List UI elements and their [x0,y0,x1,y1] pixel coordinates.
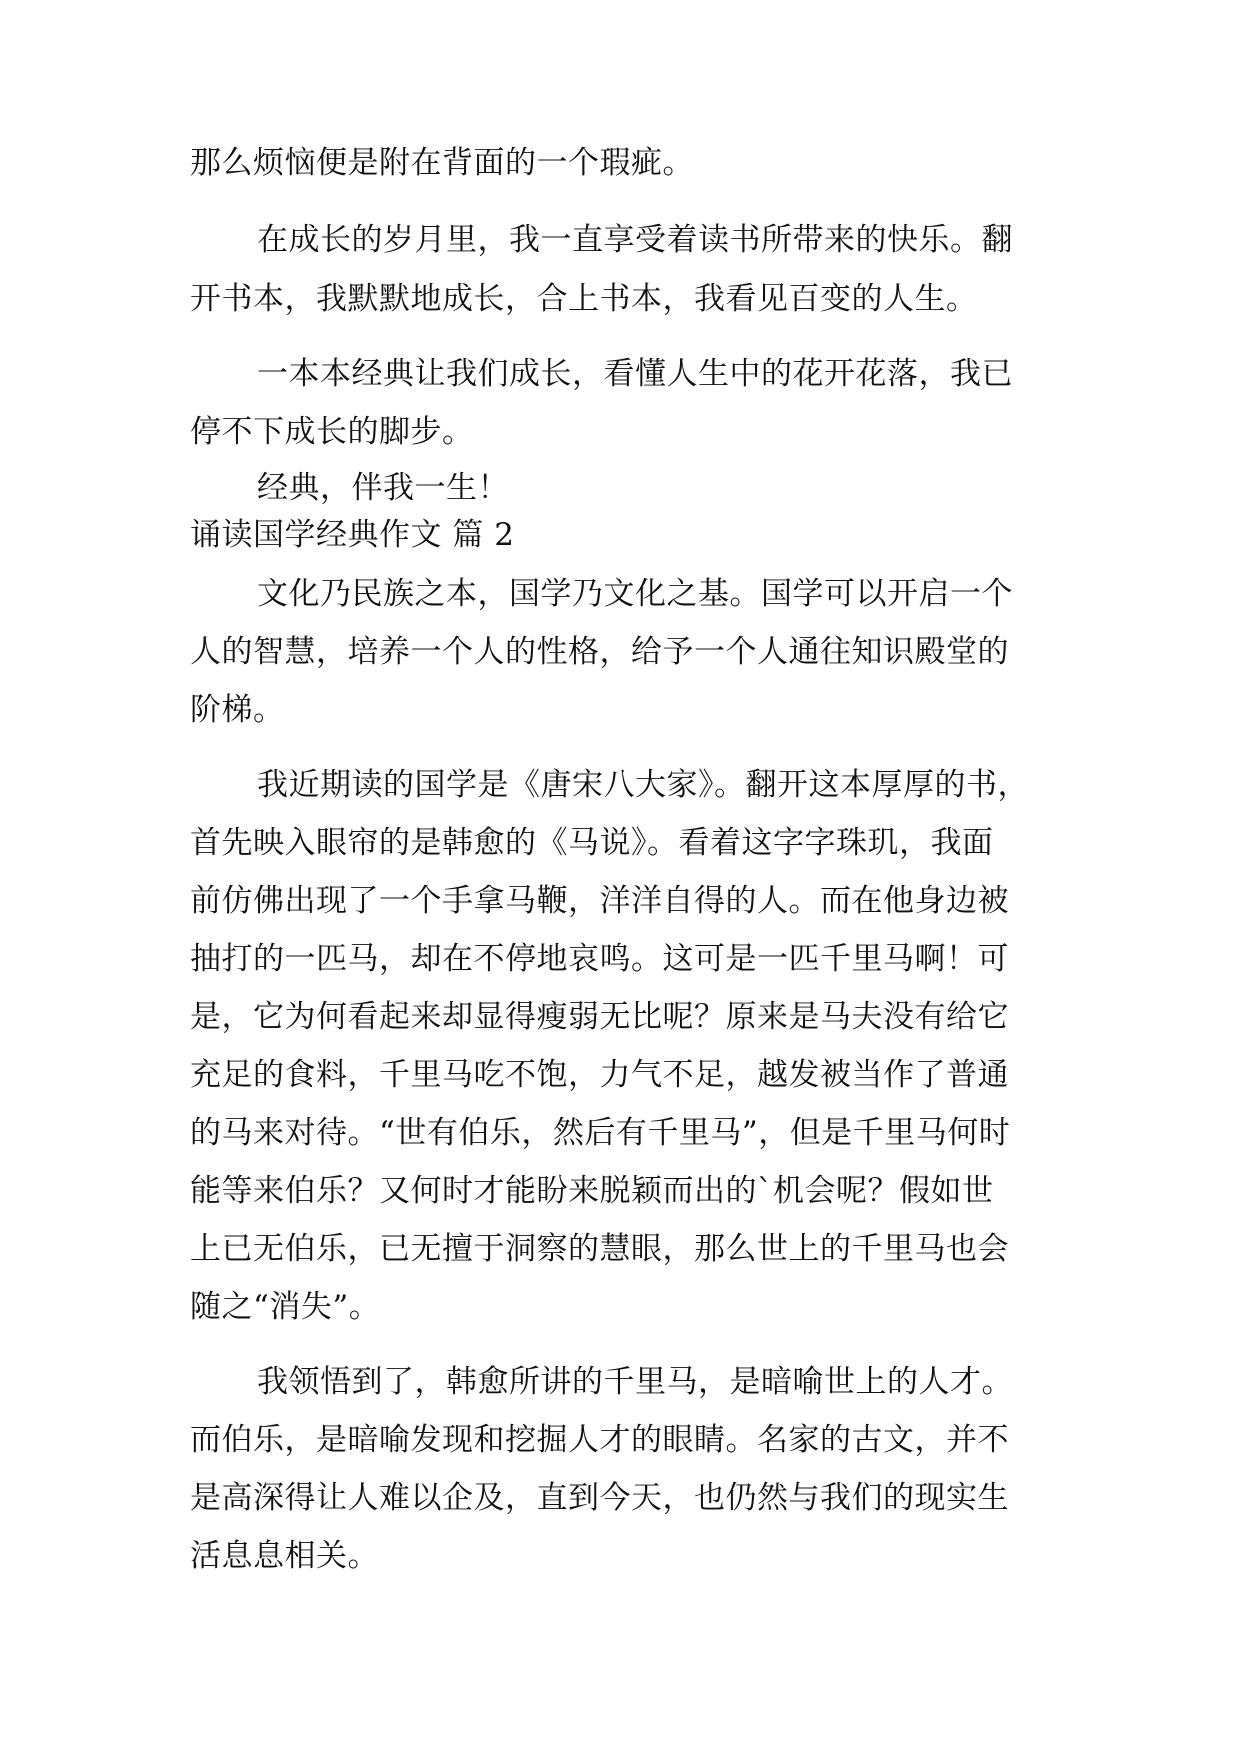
text-line [0,690,1241,750]
text-line [0,632,1241,692]
text-content: 在成长的岁月里，我一直享受着读书所带来的快乐。翻 [257,222,1013,258]
text-line [0,1536,1241,1596]
section-heading-text: 诵读国学经典作文 篇 2 [190,517,515,553]
text-line [0,1287,1241,1347]
text-content: 是高深得让人难以企及，直到今天，也仍然与我们的现实生 [190,1480,1009,1516]
text-content: 随之“消失”。 [190,1289,381,1325]
text-content: 一本本经典让我们成长，看懂人生中的花开花落，我已 [257,356,1013,392]
text-line [0,1113,1241,1173]
text-line [0,997,1241,1057]
text-line [0,354,1241,414]
text-content: 充足的食料，千里马吃不饱，力气不足，越发被当作了普通 [190,1057,1009,1093]
text-content: 阶梯。 [190,692,285,728]
text-content: 前仿佛出现了一个手拿马鞭，洋洋自得的人。而在他身边被 [190,883,1009,919]
text-content: 上已无伯乐，已无擅于洞察的慧眼，那么世上的千里马也会 [190,1231,1009,1267]
text-content: 首先映入眼帘的是韩愈的《马说》。看着这字字珠玑，我面 [190,825,994,861]
text-line [0,823,1241,883]
text-content: 停不下成长的脚步。 [190,414,474,450]
text-line [0,1478,1241,1538]
text-line [0,1229,1241,1289]
text-line [0,881,1241,941]
text-line [0,1362,1241,1422]
text-content: 的马来对待。“世有伯乐，然后有千里马”，但是千里马何时 [190,1115,1011,1151]
text-content: 人的智慧，培养一个人的性格，给予一个人通往知识殿堂的 [190,634,1009,670]
text-line [0,939,1241,999]
text-line [0,1171,1241,1231]
text-content: 而伯乐，是暗喻发现和挖掘人才的眼睛。名家的古文，并不 [190,1422,1009,1458]
text-content: 文化乃民族之本，国学乃文化之基。国学可以开启一个 [257,576,1013,612]
text-line [0,412,1241,472]
text-line [0,279,1241,339]
text-content: 抽打的一匹马，却在不停地哀鸣。这可是一匹千里马啊！可 [190,941,1009,977]
text-line [0,1420,1241,1480]
section-heading [0,515,1241,575]
text-content: 经典，伴我一生！ [257,470,509,506]
text-content: 能等来伯乐？又何时才能盼来脱颖而出的`机会呢？假如世 [190,1173,994,1209]
text-content: 我近期读的国学是《唐宋八大家》。翻开这本厚厚的书， [257,767,1029,803]
text-line [0,765,1241,825]
text-line [0,220,1241,280]
text-content: 那么烦恼便是附在背面的一个瑕疵。 [190,145,694,181]
text-content: 开书本，我默默地成长，合上书本，我看见百变的人生。 [190,281,978,317]
text-line [0,1055,1241,1115]
text-content: 活息息相关。 [190,1538,379,1574]
text-content: 我领悟到了，韩愈所讲的千里马，是暗喻世上的人才。 [257,1364,1013,1400]
text-line [0,574,1241,634]
text-line [0,143,1241,203]
text-content: 是，它为何看起来却显得瘦弱无比呢？原来是马夫没有给它 [190,999,1009,1035]
